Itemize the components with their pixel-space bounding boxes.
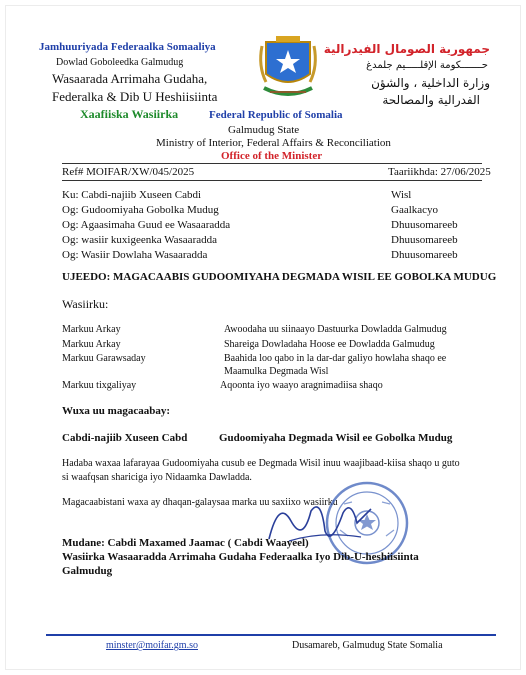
appointee-name: Cabdi-najiib Xuseen Cabd [62,432,188,444]
header-center-line3: Ministry of Interior, Federal Affairs & Reconciliation [156,137,391,149]
header-center-line2: Galmudug State [228,124,300,136]
signatory-name: Mudane: Cabdi Maxamed Jaamac ( Cabdi Waayeel) [62,537,309,549]
header-right-line1: جمهورية الصومال الفيدرالية [323,42,490,56]
recipient-place: Dhuusomareeb [391,249,458,261]
letter-date: Taariikhda: 27/06/2025 [388,166,491,178]
reference-number: Ref# MOIFAR/XW/045/2025 [62,166,195,178]
header-right-line2: حـــــــكومة الإقلـــــيم جلمدغ [366,60,488,71]
recipient-place: Wisl [391,189,412,201]
recipient-name: Og: Wasiir Dowlaha Wasaaradda [62,249,208,261]
footer-email-link[interactable]: minster@moifar.gm.so [106,640,198,651]
recipient-name: Og: Gudoomiyaha Gobolka Mudug [62,204,219,216]
wasiirku-label: Wasiirku: [62,297,109,311]
recipient-name: Og: Agaasimaha Guud ee Wasaaradda [62,219,231,231]
recipient-place: Dhuusomareeb [391,219,458,231]
recipient-place: Dhuusomareeb [391,234,458,246]
header-center-line1: Federal Republic of Somalia [209,109,343,121]
recipient-place: Gaalkacyo [391,204,439,216]
header-left-line3: Wasaarada Arrimaha Gudaha, [52,71,208,86]
recipient-name: Og: wasiir kuxigeenka Wasaaradda [62,234,217,246]
reference-label: Markuu Garawsaday [62,353,146,364]
letter-subject: UJEEDO: MAGACAABIS GUDOOMIYAHA DEGMADA WISIL EE GOBOLKA MUDUG [62,271,497,283]
header-rule [62,163,482,164]
recipient-name: Ku: Cabdi-najiib Xuseen Cabdi [62,189,202,201]
coat-of-arms-emblem [256,32,320,104]
reference-text-continued: Maamulka Degmada Wisl [224,366,329,377]
footer-address: Dusamareb, Galmudug State Somalia [292,640,443,651]
header-center-line4: Office of the Minister [221,150,323,162]
reference-label: Markuu tixgaliyay [62,380,137,391]
header-left-line2: Dowlad Goboleedka Galmudug [56,57,184,68]
effective-clause: Magacaabistani waxa ay dhaqan-galaysaa marka uu saxiixo wasiirku [62,497,338,508]
reference-text: Shareiga Dowladaha Hoose ee Dowladda Galmudug [224,339,435,350]
reference-label: Markuu Arkay [62,324,121,335]
reference-text: Aqoonta iyo waayo aragnimadiisa shaqo [220,380,383,391]
body-paragraph: Hadaba waxaa lafarayaa Gudoomiyaha cusub ee Degmada Wisil inuu waajibaad-kiisa shaqo u guto [62,458,460,469]
ref-rule [62,180,482,181]
header-right-line4: الفدرالية والمصالحة [382,93,480,107]
header-left-line4: Federalka & Dib U Heshiisiinta [52,89,218,104]
reference-label: Markuu Arkay [62,339,121,350]
letter-page [6,6,520,669]
reference-text: Baahida loo qabo in la dar-dar galiyo howlaha shaqo ee [224,353,447,364]
signatory-location: Galmudug [62,565,113,577]
header-right-line3: وزارة الداخلية ، والشؤن [371,76,490,90]
header-left-line1: Jamhuuriyada Federaalka Somaaliya [39,41,216,53]
footer-rule [46,634,496,636]
signatory-title: Wasiirka Wasaaradda Arrimaha Gudaha Federaalka Iyo Dib-U-heshiisiinta [62,551,419,563]
reference-text: Awoodaha uu siinaayo Dastuurka Dowladda Galmudug [224,324,447,335]
appointee-title: Gudoomiyaha Degmada Wisil ee Gobolka Mudug [219,432,453,444]
appoint-heading: Wuxa uu magacaabay: [62,405,170,417]
body-paragraph-continued: si waafqsan shariciga iyo Nidaamka Dawladda. [62,472,252,483]
header-left-office: Xaafiiska Wasiirka [80,107,179,121]
